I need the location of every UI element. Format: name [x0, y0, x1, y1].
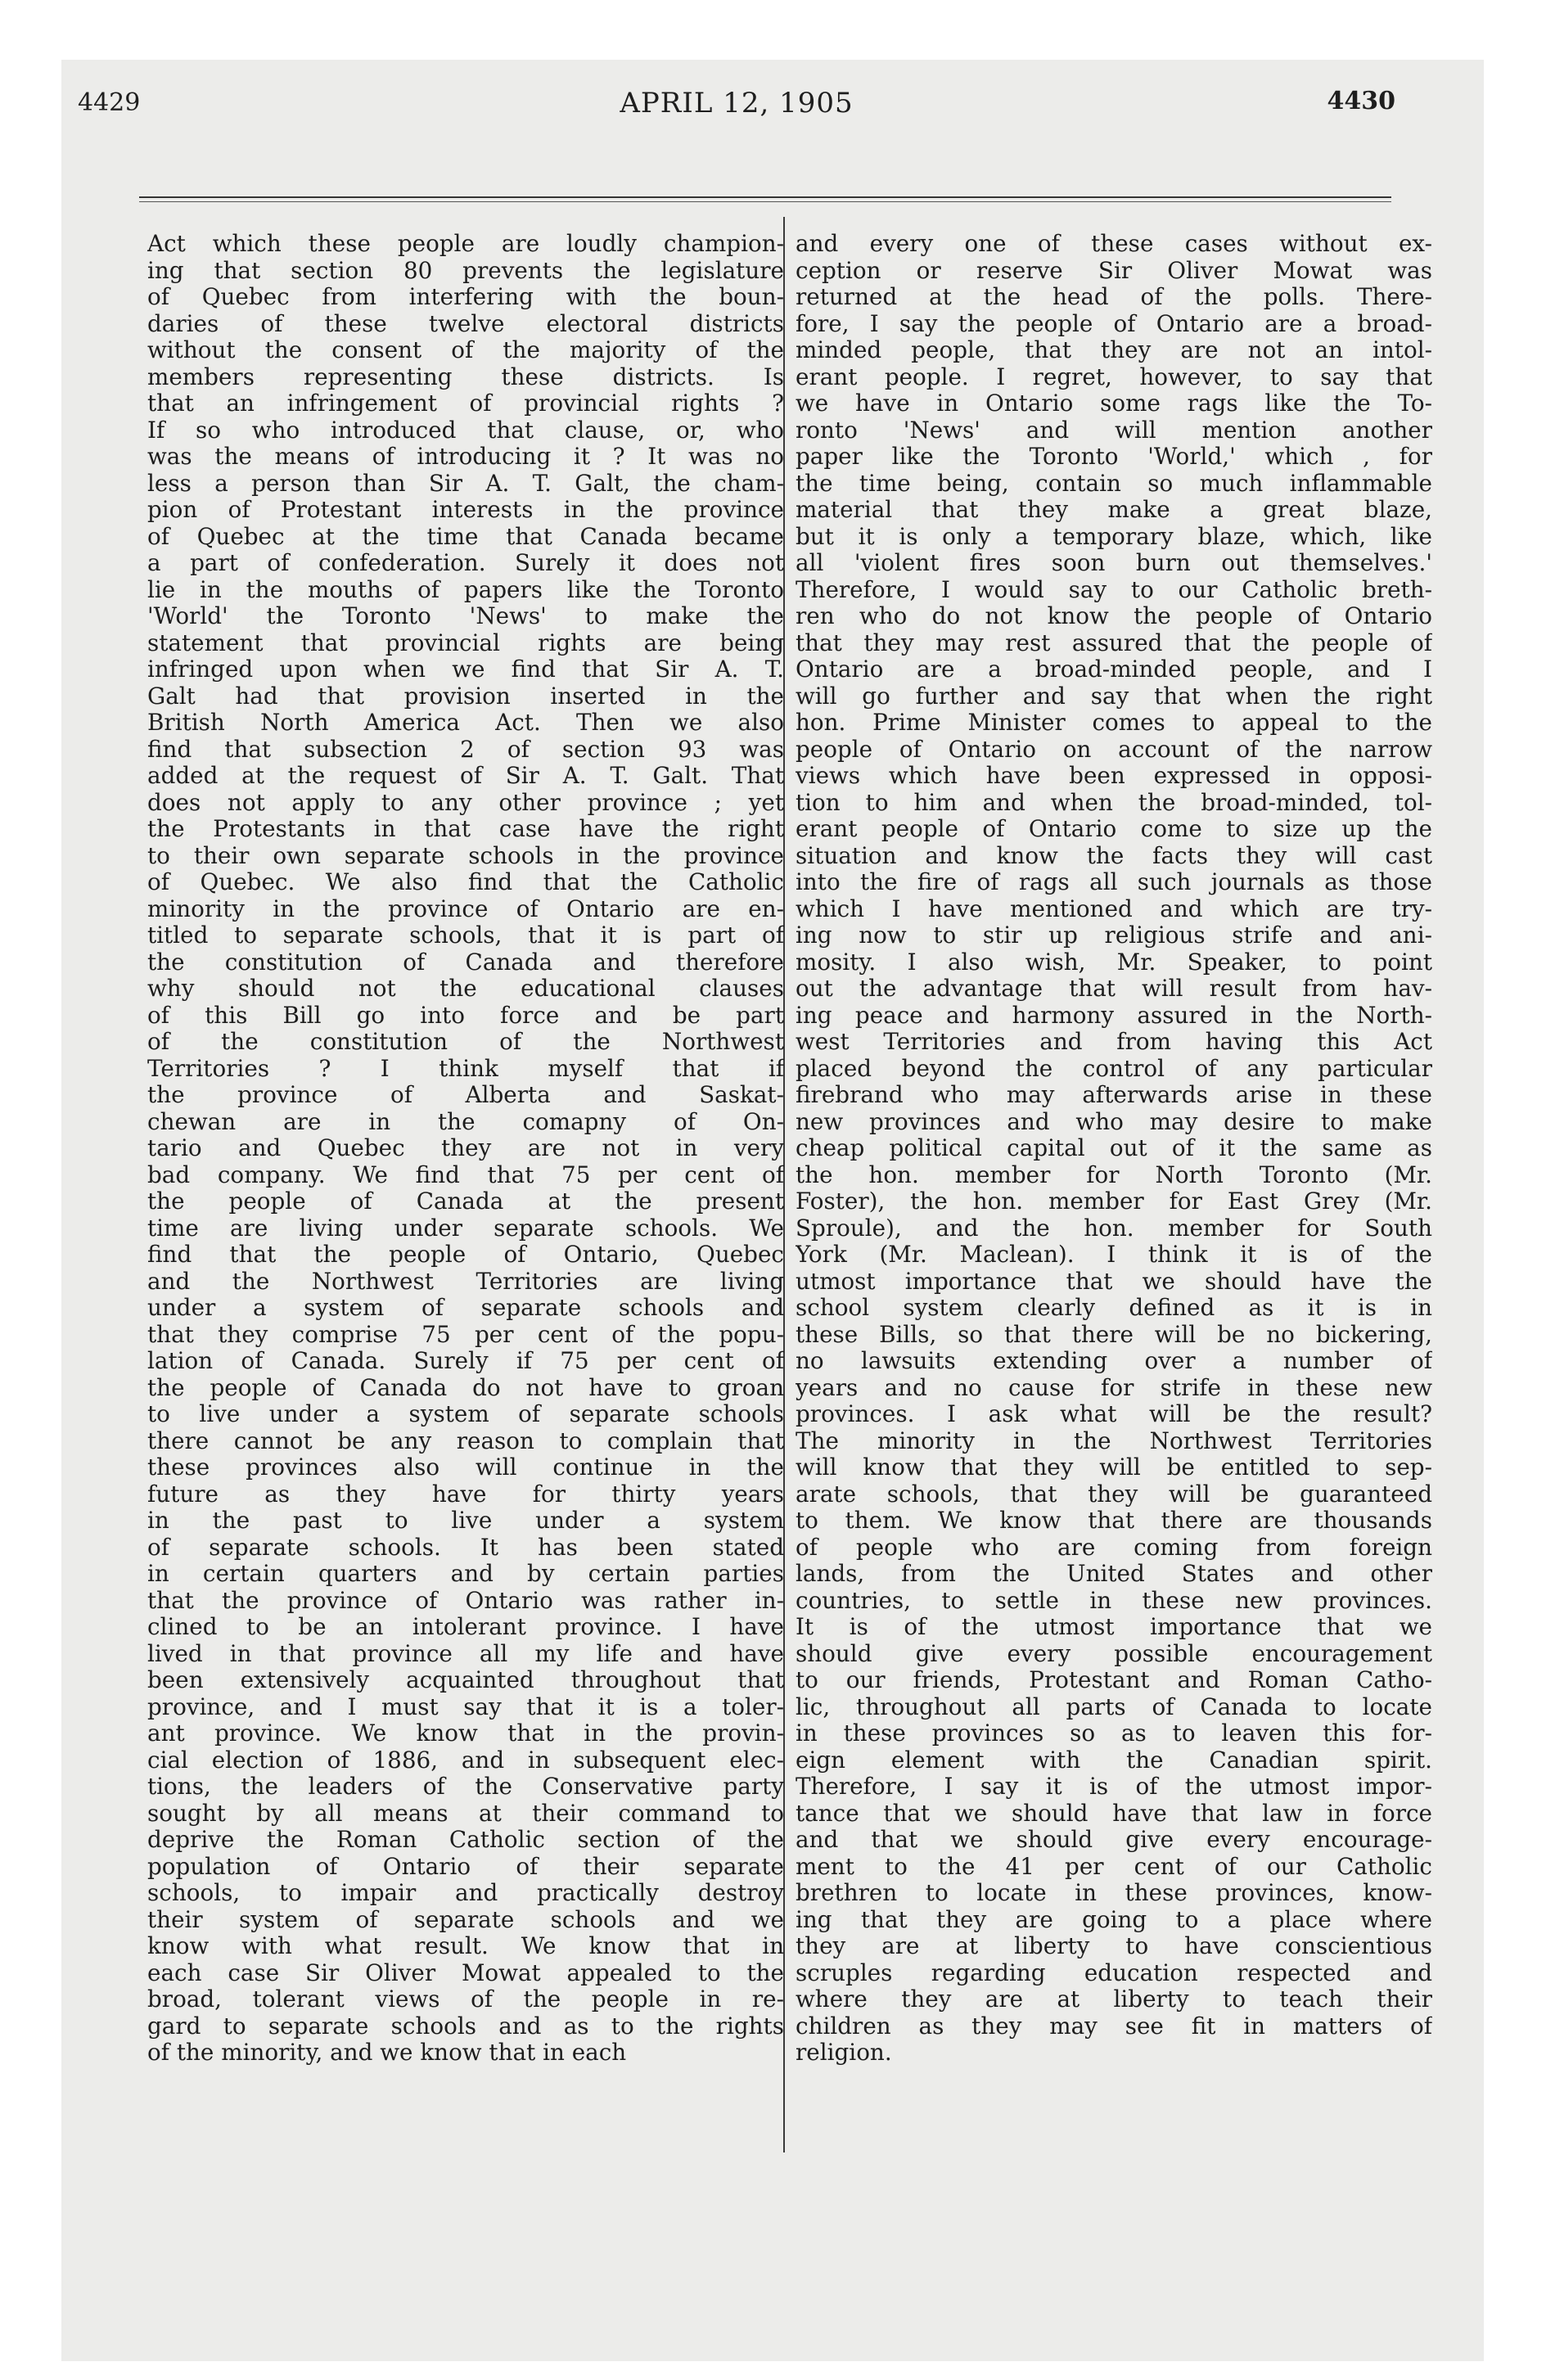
text-line: It is of the utmost importance that we [796, 1614, 1432, 1640]
text-line: arate schools, that they will be guaranteed [796, 1481, 1432, 1508]
text-line: religion. [796, 2040, 892, 2066]
text-line: paper like the Toronto 'World,' which , for [796, 444, 1432, 470]
text-line: mosity. I also wish, Mr. Speaker, to point [796, 949, 1432, 976]
text-line: in certain quarters and by certain parties [147, 1561, 784, 1587]
text-line: and that we should give every encourage- [796, 1827, 1432, 1853]
text-line: lands, from the United States and other [796, 1561, 1432, 1587]
text-line: know with what result. We know that in [147, 1933, 784, 1959]
text-line: of people who are coming from foreign [796, 1534, 1432, 1561]
text-line: time are living under separate schools. We [147, 1215, 784, 1242]
text-line: will go further and say that when the right [796, 683, 1432, 710]
text-line: which I have mentioned and which are try- [796, 895, 1432, 922]
text-line: where they are at liberty to teach their [796, 1986, 1432, 2013]
text-line: broad, tolerant views of the people in re- [147, 1986, 784, 2013]
text-line: ment to the 41 per cent of our Catholic [796, 1853, 1432, 1880]
text-line: cial election of 1886, and in subsequent elec- [147, 1747, 784, 1774]
text-line: without the consent of the majority of the [147, 337, 784, 363]
text-line: gard to separate schools and as to the rights [147, 2013, 784, 2040]
text-line: Act which these people are loudly champion- [147, 231, 784, 257]
text-line: but it is only a temporary blaze, which, like [796, 523, 1432, 550]
text-line: tions, the leaders of the Conservative party [147, 1774, 784, 1800]
text-line: Therefore, I say it is of the utmost impor- [796, 1774, 1432, 1800]
header-rule-secondary [139, 201, 1391, 202]
text-line: that they comprise 75 per cent of the popu- [147, 1321, 784, 1348]
text-line: If so who introduced that clause, or, who [147, 417, 784, 444]
text-line: lie in the mouths of papers like the Toronto [147, 576, 784, 603]
text-line: pion of Protestant interests in the province [147, 497, 784, 523]
text-line: that they may rest assured that the people of [796, 629, 1432, 656]
text-line: countries, to settle in these new provinces. [796, 1587, 1432, 1614]
text-line: a part of confederation. Surely it does not [147, 550, 784, 576]
text-line: ception or reserve Sir Oliver Mowat was [796, 257, 1432, 284]
text-line: infringed upon when we find that Sir A. T. [147, 656, 784, 683]
text-line: minority in the province of Ontario are en- [147, 895, 784, 922]
text-line: erant people. I regret, however, to say that [796, 363, 1432, 390]
text-line: should give every possible encouragement [796, 1640, 1432, 1667]
text-line: ren who do not know the people of Ontario [796, 603, 1432, 629]
text-line: deprive the Roman Catholic section of the [147, 1827, 784, 1853]
text-line: why should not the educational clauses [147, 976, 784, 1002]
text-line: of the constitution of the Northwest [147, 1029, 784, 1055]
text-line: to them. We know that there are thousands [796, 1508, 1432, 1534]
text-line: of this Bill go into force and be part [147, 1002, 784, 1029]
text-line: out the advantage that will result from hav- [796, 976, 1432, 1002]
text-line: and every one of these cases without ex- [796, 231, 1432, 257]
text-line: ronto 'News' and will mention another [796, 417, 1432, 444]
text-line: in the past to live under a system [147, 1508, 784, 1534]
text-line: to live under a system of separate schools [147, 1401, 784, 1427]
text-line: west Territories and from having this Act [796, 1029, 1432, 1055]
text-line: the Protestants in that case have the right [147, 816, 784, 842]
text-line: daries of these twelve electoral districts [147, 310, 784, 337]
page-date: APRIL 12, 1905 [620, 87, 854, 119]
text-line: in these provinces so as to leaven this for- [796, 1720, 1432, 1747]
text-line: find that subsection 2 of section 93 was [147, 736, 784, 763]
text-line: the constitution of Canada and therefore [147, 949, 784, 976]
text-line: Sproule), and the hon. member for South [796, 1215, 1432, 1242]
text-line: of Quebec. We also find that the Catholic [147, 869, 784, 895]
text-line: lic, throughout all parts of Canada to locate [796, 1693, 1432, 1720]
text-line: these provinces also will continue in the [147, 1454, 784, 1481]
text-line: views which have been expressed in opposi- [796, 763, 1432, 789]
text-line: chewan are in the comapny of On- [147, 1108, 784, 1135]
text-line: and the Northwest Territories are living [147, 1268, 784, 1295]
text-line: under a system of separate schools and [147, 1295, 784, 1321]
text-line: cheap political capital out of it the same as [796, 1135, 1432, 1161]
text-line: York (Mr. Maclean). I think it is of the [796, 1242, 1432, 1268]
text-line: situation and know the facts they will cast [796, 842, 1432, 869]
text-line: future as they have for thirty years [147, 1481, 784, 1508]
right-page-number: 4430 [1327, 87, 1395, 115]
text-line: children as they may see fit in matters of [796, 2013, 1432, 2040]
text-line: each case Sir Oliver Mowat appealed to the [147, 1959, 784, 1986]
text-line: brethren to locate in these provinces, know- [796, 1880, 1432, 1906]
text-line: firebrand who may afterwards arise in these [796, 1082, 1432, 1108]
text-line: Territories ? I think myself that if [147, 1055, 784, 1082]
text-line: clined to be an intolerant province. I have [147, 1614, 784, 1640]
left-page-number: 4429 [78, 88, 141, 117]
text-line: ant province. We know that in the provin- [147, 1720, 784, 1747]
text-line: people of Ontario on account of the narrow [796, 736, 1432, 763]
text-line: that an infringement of provincial rights ? [147, 390, 784, 417]
text-line: of separate schools. It has been stated [147, 1534, 784, 1561]
text-line: find that the people of Ontario, Quebec [147, 1242, 784, 1268]
text-line: tance that we should have that law in force [796, 1800, 1432, 1827]
text-line: to our friends, Protestant and Roman Catho- [796, 1667, 1432, 1693]
text-line: erant people of Ontario come to size up the [796, 816, 1432, 842]
text-line: placed beyond the control of any particular [796, 1055, 1432, 1082]
text-line: bad company. We find that 75 per cent of [147, 1161, 784, 1188]
text-line: new provinces and who may desire to make [796, 1108, 1432, 1135]
text-line: of Quebec at the time that Canada became [147, 523, 784, 550]
text-line: scruples regarding education respected and [796, 1959, 1432, 1986]
text-line: Therefore, I would say to our Catholic breth- [796, 576, 1432, 603]
text-line: of the minority, and we know that in each [147, 2040, 627, 2066]
text-line: they are at liberty to have conscientious [796, 1933, 1432, 1959]
text-line: British North America Act. Then we also [147, 710, 784, 736]
text-line: we have in Ontario some rags like the To- [796, 390, 1432, 417]
text-line: eign element with the Canadian spirit. [796, 1747, 1432, 1774]
text-line: schools, to impair and practically destroy [147, 1880, 784, 1906]
text-line: to their own separate schools in the province [147, 842, 784, 869]
text-line: ing that they are going to a place where [796, 1906, 1432, 1933]
text-line: will know that they will be entitled to sep- [796, 1454, 1432, 1481]
text-line: material that they make a great blaze, [796, 497, 1432, 523]
text-line: ing peace and harmony assured in the North- [796, 1002, 1432, 1029]
text-line: that the province of Ontario was rather in- [147, 1587, 784, 1614]
left-column [147, 231, 784, 2067]
right-column [796, 231, 1432, 2067]
text-line: returned at the head of the polls. There- [796, 284, 1432, 310]
text-line: sought by all means at their command to [147, 1800, 784, 1827]
text-line: 'World' the Toronto 'News' to make the [147, 603, 784, 629]
text-line: less a person than Sir A. T. Galt, the cham- [147, 470, 784, 497]
text-line: the people of Canada at the present [147, 1188, 784, 1215]
text-line: tion to him and when the broad-minded, tol- [796, 789, 1432, 816]
text-line: the people of Canada do not have to groan [147, 1374, 784, 1401]
text-line: ing that section 80 prevents the legislature [147, 257, 784, 284]
text-line: lived in that province all my life and have [147, 1640, 784, 1667]
text-line: the hon. member for North Toronto (Mr. [796, 1161, 1432, 1188]
text-line: statement that provincial rights are being [147, 629, 784, 656]
text-line: years and no cause for strife in these new [796, 1374, 1432, 1401]
text-line: hon. Prime Minister comes to appeal to the [796, 710, 1432, 736]
text-line: fore, I say the people of Ontario are a broad- [796, 310, 1432, 337]
text-line: members representing these districts. Is [147, 363, 784, 390]
header-rule [139, 196, 1391, 198]
text-line: been extensively acquainted throughout that [147, 1667, 784, 1693]
text-line: Galt had that provision inserted in the [147, 683, 784, 710]
text-line: tario and Quebec they are not in very [147, 1135, 784, 1161]
text-line: all 'violent fires soon burn out themselves.' [796, 550, 1432, 576]
page-header [78, 80, 1395, 129]
text-line: minded people, that they are not an intol- [796, 337, 1432, 363]
text-line: the province of Alberta and Saskat- [147, 1082, 784, 1108]
text-line: provinces. I ask what will be the result? [796, 1401, 1432, 1427]
text-line: was the means of introducing it ? It was no [147, 444, 784, 470]
text-line: of Quebec from interfering with the boun- [147, 284, 784, 310]
text-line: no lawsuits extending over a number of [796, 1348, 1432, 1374]
text-line: the time being, contain so much inflammable [796, 470, 1432, 497]
text-line: Foster), the hon. member for East Grey (Mr. [796, 1188, 1432, 1215]
text-line: added at the request of Sir A. T. Galt. That [147, 763, 784, 789]
text-line: these Bills, so that there will be no bickering, [796, 1321, 1432, 1348]
text-line: into the fire of rags all such journals as those [796, 869, 1432, 895]
text-line: The minority in the Northwest Territories [796, 1427, 1432, 1454]
text-line: utmost importance that we should have the [796, 1268, 1432, 1295]
text-line: their system of separate schools and we [147, 1906, 784, 1933]
text-line: titled to separate schools, that it is part of [147, 922, 784, 949]
text-line: Ontario are a broad-minded people, and I [796, 656, 1432, 683]
text-line: lation of Canada. Surely if 75 per cent of [147, 1348, 784, 1374]
text-line: population of Ontario of their separate [147, 1853, 784, 1880]
text-line: school system clearly defined as it is in [796, 1295, 1432, 1321]
text-line: does not apply to any other province ; yet [147, 789, 784, 816]
text-line: province, and I must say that it is a toler- [147, 1693, 784, 1720]
text-line: there cannot be any reason to complain that [147, 1427, 784, 1454]
text-line: ing now to stir up religious strife and ani- [796, 922, 1432, 949]
